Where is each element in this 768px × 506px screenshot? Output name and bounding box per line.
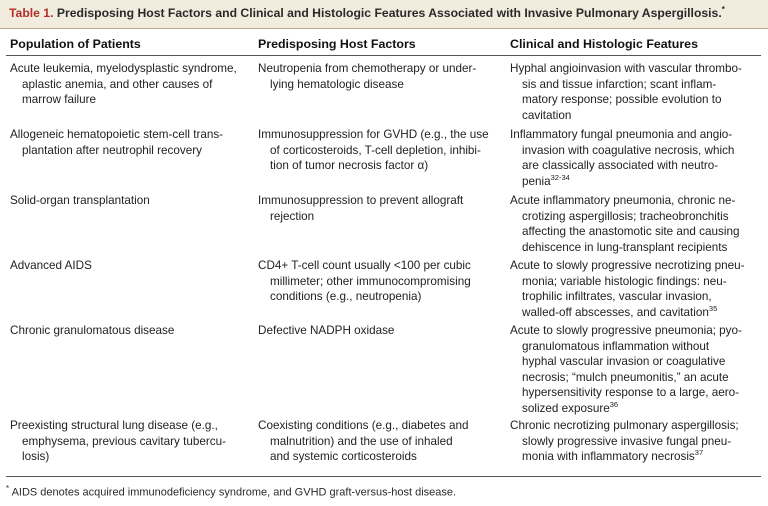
cell-line-text: Defective NADPH oxidase: [258, 324, 395, 337]
cell-host-factors: [258, 323, 394, 339]
footnote-marker: *: [6, 484, 10, 493]
cell-line: [258, 449, 469, 465]
cell-line: [258, 158, 489, 174]
cell-line-text: necrosis; “mulch pneumonitis,” an acute: [522, 370, 729, 384]
cell-line: [510, 449, 739, 465]
table-footnote: [6, 484, 456, 499]
cell-line: [510, 193, 739, 209]
cell-population: [10, 61, 237, 108]
cell-line-text: affecting the anastomotic site and causing: [522, 225, 740, 239]
header-rule: [6, 55, 761, 56]
cell-line-text: dehiscence in lung-transplant recipients: [522, 240, 728, 254]
table-title-text: Predisposing Host Factors and Clinical and Histologic Features Associated with Invasive Pulmonary Aspergillosis.: [56, 6, 722, 21]
cell-line: [258, 193, 463, 209]
cell-line-text: invasion with coagulative necrosis, which: [522, 143, 735, 157]
cell-line-text: of corticosteroids, T-cell depletion, inhibi-: [270, 143, 481, 157]
cell-line: [510, 323, 742, 339]
cell-line-text: Allogeneic hematopoietic stem-cell trans-: [10, 128, 224, 141]
cell-line: [510, 209, 739, 225]
cell-line: [510, 274, 745, 290]
cell-line: [510, 385, 742, 401]
cell-line-text: Advanced AIDS: [10, 259, 92, 272]
cell-line: [10, 434, 226, 450]
cell-line-text: conditions (e.g., neutropenia): [270, 290, 422, 304]
footnote-text: AIDS denotes acquired immunodeficiency syndrome, and GVHD graft-versus-host disease.: [11, 486, 457, 499]
cell-features: [510, 418, 739, 465]
cell-line-text: are classically associated with neutro-: [522, 159, 719, 173]
cell-line: [10, 323, 174, 339]
cell-line: [510, 354, 742, 370]
cell-line-text: Coexisting conditions (e.g., diabetes and: [258, 419, 469, 432]
cell-line-text: Acute leukemia, myelodysplastic syndrome,: [10, 62, 237, 75]
cell-line: [510, 158, 734, 174]
cell-line: [10, 92, 237, 108]
cell-line: [510, 240, 739, 256]
cell-line-text: Chronic granulomatous disease: [10, 324, 175, 337]
cell-line-text: tion of tumor necrosis factor α): [270, 159, 429, 173]
cell-line: [258, 77, 476, 93]
cell-line-text: hypersensitivity response to a large, aero-: [522, 386, 739, 400]
cell-features: [510, 258, 745, 320]
cell-line: [510, 224, 739, 240]
cell-population: [10, 193, 150, 209]
table-bottom-rule: [6, 476, 761, 477]
cell-line-text: lying hematologic disease: [270, 77, 404, 91]
cell-line-text: Chronic necrotizing pulmonary aspergillosis;: [510, 419, 739, 432]
cell-line-text: matory response; possible evolution to: [522, 93, 722, 107]
cell-line-text: slowly progressive invasive fungal pneu-: [522, 434, 732, 448]
cell-host-factors: [258, 418, 469, 465]
cell-line-text: rejection: [270, 209, 315, 223]
reference-superscript: 36: [609, 400, 619, 410]
cell-line: [510, 370, 742, 386]
cell-line-text: hyphal vascular invasion or coagulative: [522, 355, 726, 369]
cell-line: [510, 77, 742, 93]
cell-line: [10, 193, 150, 209]
cell-line-text: monia; variable histologic findings: neu-: [522, 274, 727, 288]
cell-line: [258, 143, 489, 159]
cell-line-text: aplastic anemia, and other causes of: [22, 77, 213, 91]
cell-line: [510, 127, 734, 143]
cell-line-text: Hyphal angioinvasion with vascular thrombo-: [510, 62, 742, 75]
cell-line-text: emphysema, previous cavitary tubercu-: [22, 434, 226, 448]
cell-line-text: Immunosuppression for GVHD (e.g., the use: [258, 128, 489, 141]
cell-line: [510, 61, 742, 77]
cell-line: [258, 258, 471, 274]
cell-population: [10, 418, 226, 465]
cell-line-text: cavitation: [522, 108, 572, 122]
cell-host-factors: [258, 193, 463, 224]
reference-superscript: 32-34: [550, 172, 570, 182]
cell-line-text: Solid-organ transplantation: [10, 194, 150, 207]
cell-line-text: CD4+ T-cell count usually <100 per cubic: [258, 259, 471, 272]
cell-line-text: millimeter; other immunocompromising: [270, 274, 471, 288]
cell-line: [510, 401, 742, 417]
cell-line-text: Preexisting structural lung disease (e.g.,: [10, 419, 218, 432]
cell-line: [510, 418, 739, 434]
cell-line: [258, 418, 469, 434]
cell-line: [10, 143, 223, 159]
cell-population: [10, 323, 174, 339]
cell-features: [510, 323, 742, 417]
cell-features: [510, 127, 734, 189]
reference-superscript: 37: [694, 448, 704, 458]
cell-line: [258, 209, 463, 225]
cell-line-text: malnutrition) and the use of inhaled: [270, 434, 453, 448]
header-host-factors: Predisposing Host Factors: [258, 37, 416, 51]
cell-line: [10, 77, 237, 93]
cell-line-text: penia: [522, 174, 551, 188]
cell-line-text: solized exposure: [522, 401, 610, 415]
cell-line-text: and systemic corticosteroids: [270, 450, 417, 464]
title-footnote-marker: *: [721, 5, 725, 14]
cell-line-text: walled-off abscesses, and cavitation: [522, 305, 709, 319]
header-features: Clinical and Histologic Features: [510, 37, 698, 51]
cell-line-text: Inflammatory fungal pneumonia and angio-: [510, 128, 733, 141]
cell-line: [258, 323, 394, 339]
table-title: [0, 0, 768, 29]
cell-line-text: monia with inflammatory necrosis: [522, 450, 695, 464]
cell-line-text: plantation after neutrophil recovery: [22, 143, 202, 157]
cell-line: [510, 305, 745, 321]
cell-line-text: Acute to slowly progressive pneumonia; pyo-: [510, 324, 742, 337]
table-label: Table 1.: [9, 6, 54, 21]
cell-line: [510, 434, 739, 450]
cell-line-text: Acute inflammatory pneumonia, chronic ne-: [510, 194, 736, 207]
cell-line-text: marrow failure: [22, 93, 97, 107]
cell-line-text: trophilic infiltrates, vascular invasion,: [522, 290, 712, 304]
cell-line-text: sis and tissue infarction; scant inflam-: [522, 77, 717, 91]
cell-line-text: Acute to slowly progressive necrotizing pneu-: [510, 259, 745, 272]
cell-line: [10, 61, 237, 77]
cell-line-text: granulomatous inflammation without: [522, 339, 710, 353]
cell-line: [10, 258, 92, 274]
header-population: Population of Patients: [10, 37, 141, 51]
cell-line: [258, 61, 476, 77]
cell-features: [510, 61, 742, 123]
cell-line: [258, 274, 471, 290]
cell-line: [510, 108, 742, 124]
cell-population: [10, 127, 223, 158]
cell-host-factors: [258, 127, 489, 174]
cell-line: [258, 289, 471, 305]
reference-superscript: 35: [708, 303, 718, 313]
cell-features: [510, 193, 739, 255]
cell-line: [10, 449, 226, 465]
cell-line-text: losis): [22, 450, 50, 464]
cell-line: [510, 143, 734, 159]
cell-line: [510, 339, 742, 355]
cell-line: [510, 92, 742, 108]
cell-line: [258, 127, 489, 143]
cell-host-factors: [258, 61, 476, 92]
cell-host-factors: [258, 258, 471, 305]
cell-line-text: Neutropenia from chemotherapy or under-: [258, 62, 477, 75]
cell-line: [510, 289, 745, 305]
cell-line-text: crotizing aspergillosis; tracheobronchitis: [522, 209, 729, 223]
cell-population: [10, 258, 92, 274]
cell-line: [510, 258, 745, 274]
cell-line-text: Immunosuppression to prevent allograft: [258, 194, 464, 207]
cell-line: [510, 174, 734, 190]
cell-line: [258, 434, 469, 450]
cell-line: [10, 127, 223, 143]
cell-line: [10, 418, 226, 434]
